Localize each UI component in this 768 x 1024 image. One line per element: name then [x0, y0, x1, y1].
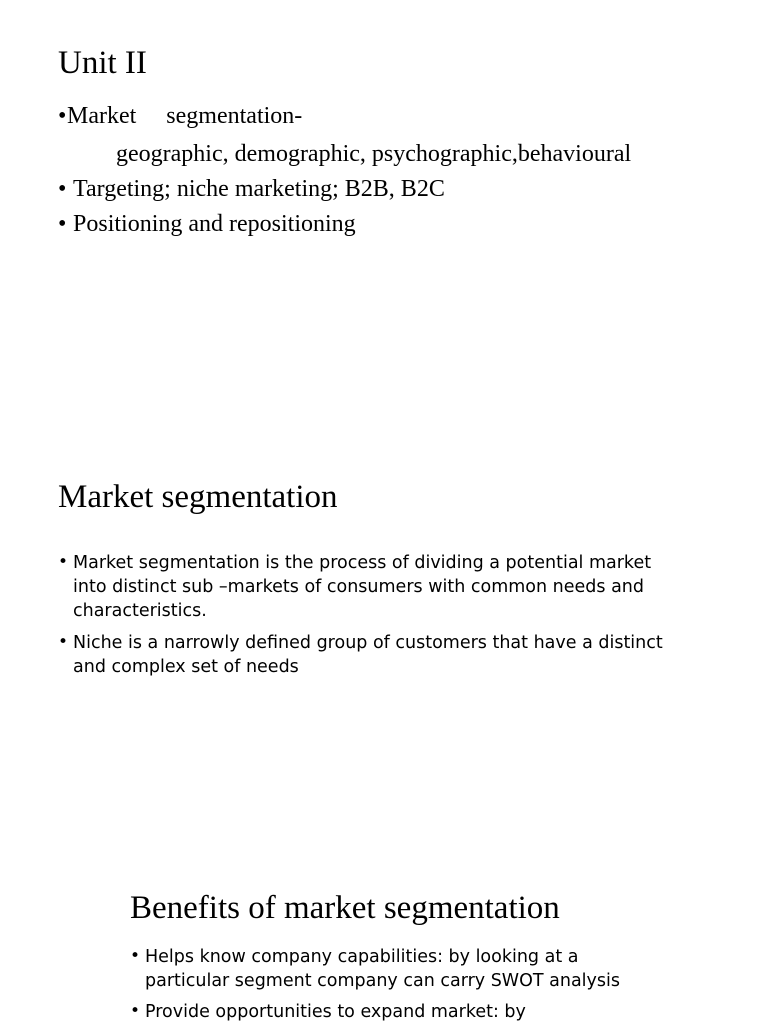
bullet-marker: •: [130, 946, 141, 966]
bullet-marker: •: [58, 211, 67, 237]
bullet-line: particular segment company can carry SWOT analysis: [145, 971, 620, 991]
bullet-line: Provide opportunities to expand market: by: [145, 1002, 526, 1022]
bullet-marker: •: [58, 103, 67, 129]
bullet-continuation-segmentation-types: geographic, demographic, psychographic,behavioural: [116, 141, 632, 167]
slide-title: Market segmentation: [58, 479, 338, 515]
bullet-line: characteristics.: [73, 601, 207, 621]
bullet-line: and complex set of needs: [73, 657, 299, 677]
bullet-marker: •: [58, 176, 67, 202]
bullet-marker: •: [130, 1001, 141, 1021]
bullet-item-expand-market: [145, 1000, 755, 1024]
slide-title: Benefits of market segmentation: [130, 890, 560, 926]
bullet-line: Niche is a narrowly defined group of customers that have a distinct: [73, 633, 663, 653]
bullet-marker: •: [58, 552, 69, 572]
bullet-text-positioning: Positioning and repositioning: [73, 211, 356, 237]
bullet-line: Market segmentation is the process of dividing a potential market: [73, 553, 652, 573]
bullet-text-market-segmentation: Market segmentation-: [67, 103, 303, 129]
bullet-item-capabilities: [145, 945, 755, 993]
bullet-line: into distinct sub –markets of consumers with common needs and: [73, 577, 645, 597]
slide-title: Unit II: [58, 45, 147, 81]
bullet-marker: •: [58, 632, 69, 652]
bullet-line: Helps know company capabilities: by looking at a: [145, 947, 579, 967]
bullet-text-targeting: Targeting; niche marketing; B2B, B2C: [73, 176, 445, 202]
